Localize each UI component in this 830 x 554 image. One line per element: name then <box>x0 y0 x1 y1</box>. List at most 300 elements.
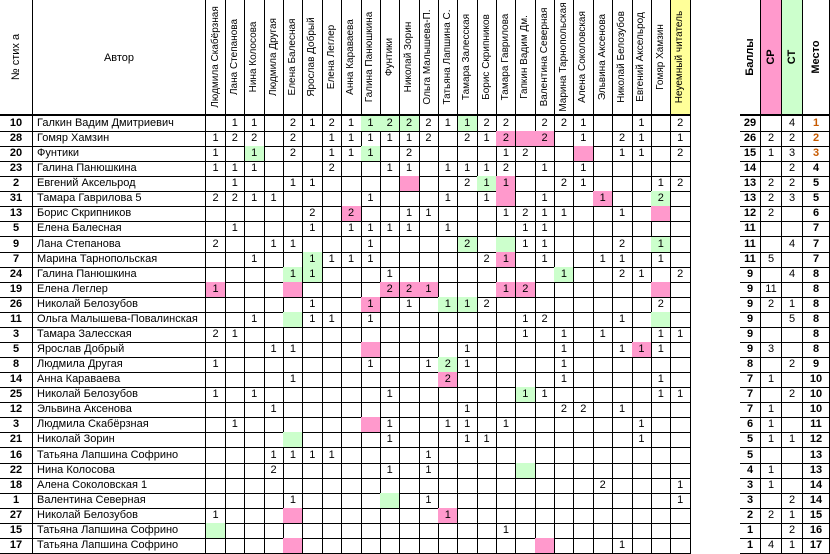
row-mark-cell <box>632 538 652 554</box>
row-st-cell: 2 <box>782 176 803 192</box>
row-mark-cell <box>400 463 420 479</box>
row-num-cell: 28 <box>0 131 33 147</box>
header-voter-cell <box>303 0 323 116</box>
row-mark-cell: 1 <box>322 448 342 464</box>
row-mark-cell <box>264 387 284 403</box>
row-mark-cell <box>477 357 497 373</box>
row-mark-cell <box>554 387 574 403</box>
row-mark-cell <box>574 221 594 237</box>
row-mark-cell: 2 <box>671 116 691 132</box>
row-mark-cell <box>458 327 478 343</box>
header-voter-label: Алена Соколовская <box>577 11 589 103</box>
header-voter-cell <box>477 0 497 116</box>
row-mark-cell <box>535 342 555 358</box>
row-mark-cell <box>632 523 652 539</box>
row-mark-cell <box>322 357 342 373</box>
row-mark-cell <box>361 176 381 192</box>
row-mark-cell <box>380 191 400 207</box>
row-mark-cell: 1 <box>632 131 652 147</box>
row-mark-cell <box>400 312 420 328</box>
row-mark-cell <box>419 387 439 403</box>
row-mark-cell <box>458 478 478 494</box>
row-mark-cell <box>225 402 245 418</box>
row-place-cell: 7 <box>803 237 830 253</box>
row-mark-cell <box>496 191 516 207</box>
row-st-cell: 3 <box>782 191 803 207</box>
row-sr-cell: 5 <box>761 252 782 268</box>
row-balls-cell: 5 <box>740 432 761 448</box>
row-mark-cell <box>419 252 439 268</box>
row-mark-cell <box>632 478 652 494</box>
row-mark-cell: 2 <box>554 176 574 192</box>
row-mark-cell <box>632 357 652 373</box>
row-mark-cell <box>535 478 555 494</box>
row-mark-cell: 1 <box>419 448 439 464</box>
row-mark-cell: 2 <box>342 206 362 222</box>
row-mark-cell <box>613 116 633 132</box>
row-mark-cell <box>361 342 381 358</box>
row-author-cell: Валентина Северная <box>33 493 206 509</box>
row-mark-cell <box>477 206 497 222</box>
row-mark-cell <box>613 221 633 237</box>
row-mark-cell <box>322 508 342 524</box>
row-author-cell: Галина Панюшкина <box>33 267 206 283</box>
row-mark-cell <box>496 493 516 509</box>
row-mark-cell <box>593 372 613 388</box>
row-mark-cell <box>283 538 303 554</box>
row-mark-cell <box>419 176 439 192</box>
row-num-cell: 25 <box>0 387 33 403</box>
row-mark-cell <box>593 523 613 539</box>
row-mark-cell <box>419 523 439 539</box>
header-voter-label: Нина Колосова <box>248 21 260 93</box>
row-mark-cell <box>400 478 420 494</box>
row-mark-cell <box>303 538 323 554</box>
row-mark-cell <box>283 402 303 418</box>
row-mark-cell <box>535 267 555 283</box>
row-mark-cell: 2 <box>516 206 536 222</box>
row-mark-cell <box>342 327 362 343</box>
row-mark-cell <box>496 432 516 448</box>
row-place-cell: 9 <box>803 357 830 373</box>
row-mark-cell <box>419 161 439 177</box>
row-mark-cell <box>516 508 536 524</box>
row-st-cell: 2 <box>782 523 803 539</box>
row-st-cell: 2 <box>782 131 803 147</box>
row-mark-cell: 2 <box>245 131 265 147</box>
row-mark-cell <box>458 538 478 554</box>
row-mark-cell <box>245 297 265 313</box>
row-mark-cell: 1 <box>419 493 439 509</box>
row-mark-cell <box>400 417 420 433</box>
row-mark-cell <box>225 372 245 388</box>
row-mark-cell: 2 <box>380 282 400 298</box>
row-mark-cell: 2 <box>458 176 478 192</box>
row-mark-cell <box>632 252 652 268</box>
row-mark-cell <box>516 538 536 554</box>
row-mark-cell <box>245 463 265 479</box>
row-mark-cell <box>477 221 497 237</box>
row-sr-cell <box>761 448 782 464</box>
header-st-label: СТ <box>786 49 798 65</box>
row-mark-cell <box>380 357 400 373</box>
row-mark-cell <box>458 282 478 298</box>
row-mark-cell <box>400 538 420 554</box>
row-mark-cell: 2 <box>613 131 633 147</box>
row-mark-cell <box>264 372 284 388</box>
row-mark-cell <box>574 267 594 283</box>
row-author-cell: Елена Леглер <box>33 282 206 298</box>
row-mark-cell <box>535 432 555 448</box>
header-voter-label: Ярослав Добрый <box>306 17 318 97</box>
row-mark-cell: 2 <box>206 191 226 207</box>
row-mark-cell <box>322 237 342 253</box>
row-mark-cell <box>245 206 265 222</box>
row-mark-cell <box>419 221 439 237</box>
header-voter-cell <box>400 0 420 116</box>
header-voter-cell <box>496 0 516 116</box>
row-mark-cell <box>419 297 439 313</box>
header-voter-label: Гомяр Хамзин <box>654 24 666 90</box>
row-mark-cell: 1 <box>206 508 226 524</box>
row-mark-cell <box>264 221 284 237</box>
row-mark-cell <box>554 221 574 237</box>
row-mark-cell <box>554 297 574 313</box>
row-mark-cell <box>342 237 362 253</box>
row-place-cell: 10 <box>803 402 830 418</box>
row-balls-cell: 7 <box>740 387 761 403</box>
row-mark-cell <box>554 448 574 464</box>
row-mark-cell <box>380 538 400 554</box>
row-mark-cell: 1 <box>322 252 342 268</box>
row-mark-cell: 1 <box>361 297 381 313</box>
row-balls-cell: 9 <box>740 267 761 283</box>
row-mark-cell <box>322 493 342 509</box>
header-balls-label: Баллы <box>744 38 756 76</box>
row-mark-cell <box>535 146 555 162</box>
row-balls-cell: 11 <box>740 237 761 253</box>
row-mark-cell <box>419 508 439 524</box>
header-author-cell <box>33 0 206 116</box>
row-mark-cell <box>671 221 691 237</box>
row-mark-cell <box>342 432 362 448</box>
row-mark-cell: 2 <box>438 372 458 388</box>
row-mark-cell <box>400 342 420 358</box>
row-mark-cell <box>225 493 245 509</box>
row-mark-cell <box>496 267 516 283</box>
row-mark-cell <box>671 191 691 207</box>
row-mark-cell: 1 <box>477 176 497 192</box>
row-mark-cell: 1 <box>496 282 516 298</box>
header-voter-cell <box>632 0 652 116</box>
row-mark-cell <box>206 402 226 418</box>
row-mark-cell <box>574 146 594 162</box>
row-num-cell: 26 <box>0 297 33 313</box>
row-mark-cell <box>496 508 516 524</box>
row-mark-cell <box>245 342 265 358</box>
row-mark-cell <box>264 312 284 328</box>
row-mark-cell: 1 <box>303 297 323 313</box>
row-mark-cell <box>361 402 381 418</box>
row-mark-cell <box>225 448 245 464</box>
row-mark-cell: 1 <box>632 116 652 132</box>
row-mark-cell <box>438 432 458 448</box>
row-mark-cell <box>303 387 323 403</box>
row-mark-cell <box>322 463 342 479</box>
row-mark-cell <box>400 176 420 192</box>
row-st-cell <box>782 463 803 479</box>
row-mark-cell <box>671 372 691 388</box>
row-mark-cell <box>593 176 613 192</box>
row-mark-cell <box>651 357 671 373</box>
row-mark-cell <box>671 417 691 433</box>
row-mark-cell <box>516 478 536 494</box>
row-mark-cell <box>380 448 400 464</box>
row-mark-cell <box>613 191 633 207</box>
row-mark-cell: 1 <box>438 417 458 433</box>
row-mark-cell <box>225 237 245 253</box>
row-mark-cell <box>613 387 633 403</box>
row-mark-cell: 1 <box>283 448 303 464</box>
row-mark-cell: 2 <box>516 282 536 298</box>
row-mark-cell: 1 <box>206 387 226 403</box>
row-mark-cell <box>458 523 478 539</box>
row-balls-cell: 3 <box>740 478 761 494</box>
row-mark-cell: 2 <box>613 237 633 253</box>
row-mark-cell <box>342 357 362 373</box>
row-mark-cell <box>632 493 652 509</box>
row-mark-cell <box>477 312 497 328</box>
row-mark-cell <box>206 176 226 192</box>
row-author-cell: Евгений Аксельрод <box>33 176 206 192</box>
row-mark-cell <box>671 357 691 373</box>
row-mark-cell <box>574 282 594 298</box>
row-mark-cell <box>245 357 265 373</box>
row-mark-cell <box>206 448 226 464</box>
row-balls-cell: 12 <box>740 206 761 222</box>
row-mark-cell <box>477 508 497 524</box>
row-mark-cell <box>671 523 691 539</box>
row-mark-cell: 1 <box>554 372 574 388</box>
row-mark-cell <box>535 463 555 479</box>
row-mark-cell <box>574 493 594 509</box>
row-mark-cell <box>671 297 691 313</box>
row-mark-cell <box>419 191 439 207</box>
row-mark-cell <box>380 312 400 328</box>
row-mark-cell <box>593 448 613 464</box>
row-st-cell <box>782 327 803 343</box>
row-sr-cell <box>761 267 782 283</box>
row-mark-cell: 1 <box>651 342 671 358</box>
row-mark-cell: 1 <box>342 116 362 132</box>
row-mark-cell <box>632 206 652 222</box>
row-mark-cell <box>264 282 284 298</box>
row-author-cell: Николай Белозубов <box>33 297 206 313</box>
row-mark-cell <box>225 463 245 479</box>
row-mark-cell <box>303 357 323 373</box>
row-st-cell: 2 <box>782 161 803 177</box>
row-mark-cell: 1 <box>380 387 400 403</box>
row-mark-cell <box>458 252 478 268</box>
row-author-cell: Галкин Вадим Дмитриевич <box>33 116 206 132</box>
row-mark-cell <box>264 252 284 268</box>
row-place-cell: 13 <box>803 448 830 464</box>
header-voter-label: Неуемный читатель <box>674 10 686 104</box>
row-mark-cell <box>283 523 303 539</box>
row-st-cell <box>782 417 803 433</box>
row-place-cell: 10 <box>803 387 830 403</box>
header-voter-label: Тамара Залесская <box>461 13 473 101</box>
row-mark-cell: 1 <box>322 131 342 147</box>
row-mark-cell <box>516 523 536 539</box>
row-mark-cell <box>613 282 633 298</box>
row-mark-cell <box>264 508 284 524</box>
header-voter-cell <box>380 0 400 116</box>
row-mark-cell <box>496 312 516 328</box>
row-mark-cell: 1 <box>419 357 439 373</box>
row-mark-cell <box>361 327 381 343</box>
row-mark-cell <box>632 463 652 479</box>
row-mark-cell <box>651 146 671 162</box>
header-place-label: Место <box>810 40 822 74</box>
row-mark-cell: 1 <box>303 221 323 237</box>
row-mark-cell <box>632 508 652 524</box>
row-mark-cell: 1 <box>361 312 381 328</box>
row-mark-cell <box>613 417 633 433</box>
row-mark-cell <box>535 372 555 388</box>
row-place-cell: 1 <box>803 116 830 132</box>
row-mark-cell <box>400 432 420 448</box>
row-mark-cell: 2 <box>671 267 691 283</box>
row-mark-cell <box>496 221 516 237</box>
row-mark-cell <box>225 267 245 283</box>
row-mark-cell: 1 <box>245 252 265 268</box>
row-mark-cell <box>322 297 342 313</box>
row-mark-cell: 1 <box>651 252 671 268</box>
row-author-cell: Лана Степанова <box>33 237 206 253</box>
row-mark-cell: 2 <box>400 146 420 162</box>
row-mark-cell: 1 <box>303 176 323 192</box>
row-mark-cell <box>632 282 652 298</box>
row-mark-cell <box>574 372 594 388</box>
row-mark-cell: 2 <box>206 327 226 343</box>
row-mark-cell <box>496 357 516 373</box>
row-mark-cell <box>438 402 458 418</box>
row-num-cell: 19 <box>0 282 33 298</box>
row-mark-cell <box>438 131 458 147</box>
row-mark-cell <box>342 508 362 524</box>
row-mark-cell: 1 <box>438 116 458 132</box>
row-mark-cell <box>574 357 594 373</box>
header-voter-cell <box>225 0 245 116</box>
row-author-cell: Фунтики <box>33 146 206 162</box>
row-balls-cell: 9 <box>740 312 761 328</box>
row-mark-cell <box>593 131 613 147</box>
row-sr-cell: 1 <box>761 372 782 388</box>
row-mark-cell <box>245 237 265 253</box>
row-st-cell: 2 <box>782 493 803 509</box>
row-mark-cell <box>593 463 613 479</box>
row-mark-cell <box>438 206 458 222</box>
row-mark-cell <box>671 463 691 479</box>
row-mark-cell <box>206 297 226 313</box>
header-voter-label: Гапкин Вадим Дм. <box>519 15 531 99</box>
row-author-cell: Татьяна Лапшина Софрино <box>33 523 206 539</box>
row-st-cell <box>782 342 803 358</box>
row-mark-cell <box>419 267 439 283</box>
row-mark-cell: 2 <box>535 312 555 328</box>
row-mark-cell <box>322 417 342 433</box>
row-mark-cell <box>400 448 420 464</box>
row-mark-cell <box>516 161 536 177</box>
row-place-cell: 8 <box>803 282 830 298</box>
row-mark-cell <box>535 297 555 313</box>
row-mark-cell <box>593 432 613 448</box>
row-balls-cell: 14 <box>740 161 761 177</box>
row-mark-cell <box>419 146 439 162</box>
row-mark-cell <box>322 538 342 554</box>
row-mark-cell: 1 <box>400 221 420 237</box>
row-mark-cell <box>342 448 362 464</box>
row-mark-cell <box>303 372 323 388</box>
row-mark-cell <box>264 206 284 222</box>
row-mark-cell <box>322 206 342 222</box>
header-voter-label: Эльвина Аксенова <box>596 13 608 101</box>
header-voter-label: Николай Зорин <box>403 21 415 93</box>
row-mark-cell <box>458 146 478 162</box>
row-mark-cell: 1 <box>438 221 458 237</box>
row-mark-cell <box>264 432 284 448</box>
row-mark-cell: 1 <box>380 463 400 479</box>
row-mark-cell <box>380 146 400 162</box>
row-mark-cell <box>303 417 323 433</box>
row-place-cell: 8 <box>803 297 830 313</box>
row-mark-cell <box>322 402 342 418</box>
row-mark-cell: 1 <box>245 312 265 328</box>
header-voter-label: Татьяна Лапшина С. <box>441 9 453 105</box>
row-mark-cell: 1 <box>380 221 400 237</box>
row-mark-cell <box>593 116 613 132</box>
row-num-cell: 8 <box>0 357 33 373</box>
row-mark-cell <box>283 478 303 494</box>
row-mark-cell: 1 <box>535 387 555 403</box>
row-mark-cell: 1 <box>671 131 691 147</box>
row-author-cell: Анна Караваева <box>33 372 206 388</box>
row-mark-cell: 2 <box>651 297 671 313</box>
row-mark-cell <box>535 402 555 418</box>
row-mark-cell <box>245 221 265 237</box>
row-mark-cell <box>342 387 362 403</box>
row-mark-cell: 1 <box>613 206 633 222</box>
row-mark-cell: 2 <box>419 131 439 147</box>
row-mark-cell <box>380 493 400 509</box>
row-mark-cell: 2 <box>477 116 497 132</box>
row-mark-cell <box>477 372 497 388</box>
row-mark-cell <box>554 478 574 494</box>
row-sr-cell <box>761 312 782 328</box>
row-mark-cell <box>613 297 633 313</box>
row-st-cell <box>782 478 803 494</box>
row-mark-cell <box>516 191 536 207</box>
header-voter-cell <box>516 0 536 116</box>
row-mark-cell <box>593 402 613 418</box>
row-mark-cell <box>322 221 342 237</box>
row-mark-cell: 1 <box>264 448 284 464</box>
row-mark-cell <box>496 297 516 313</box>
row-mark-cell <box>361 282 381 298</box>
row-mark-cell <box>516 297 536 313</box>
row-mark-cell <box>671 312 691 328</box>
